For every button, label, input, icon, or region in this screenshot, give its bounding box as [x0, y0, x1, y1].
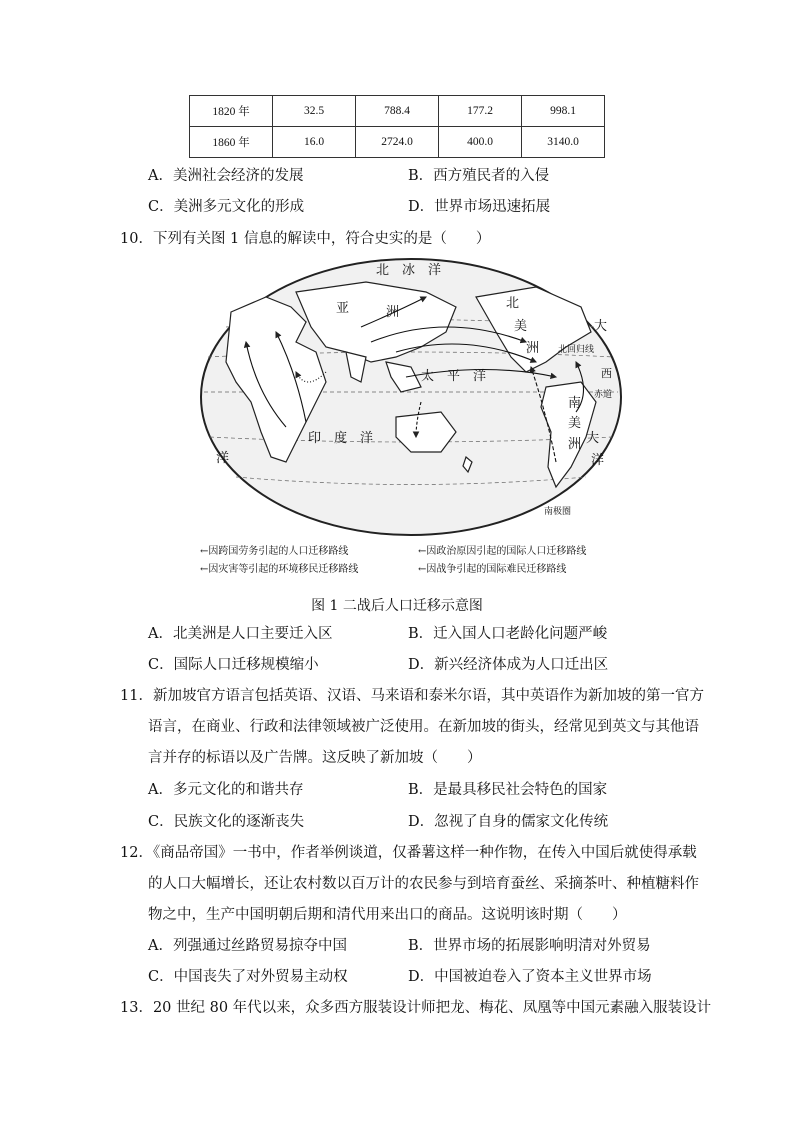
table-cell: 1820 年	[190, 96, 273, 127]
map-label: 赤道	[594, 390, 613, 400]
legend-item: ←因政治原因引起的国际人口迁移路线	[418, 546, 587, 557]
q12-option-b[interactable]: B．世界市场的拓展影响明清对外贸易	[408, 938, 651, 954]
map-label: 北 冰 洋	[376, 263, 442, 278]
map-label: 南极圈	[544, 507, 572, 517]
q10-stem: 10．下列有关图 1 信息的解读中，符合史实的是（ ）	[120, 231, 491, 247]
map-label: 印 度 洋	[308, 431, 374, 446]
world-migration-map	[196, 252, 626, 582]
table-cell: 16.0	[273, 127, 356, 158]
q11-stem-line: 言并存的标语以及广告牌。这反映了新加坡（ ）	[148, 750, 482, 766]
q10-option-d[interactable]: D．新兴经济体成为人口迁出区	[408, 657, 609, 673]
q12-stem-line: 12．《商品帝国》一书中，作者举例谈道，仅番薯这样一种作物，在传入中国后就使得承载	[120, 845, 697, 861]
map-label: 北	[506, 296, 520, 311]
figure-caption: 图 1 二战后人口迁移示意图	[311, 598, 483, 614]
q10-option-c[interactable]: C．国际人口迁移规模缩小	[148, 657, 319, 673]
map-label: 美	[514, 319, 528, 334]
map-legend	[200, 544, 586, 575]
map-label: 洋	[216, 451, 230, 466]
q11-stem-line: 11．新加坡官方语言包括英语、汉语、马来语和泰米尔语，其中英语作为新加坡的第一官方	[120, 688, 704, 704]
map-label: 亚	[336, 301, 350, 316]
table-cell: 3140.0	[522, 127, 605, 158]
q9-option-d[interactable]: D．世界市场迅速拓展	[408, 199, 551, 215]
q12-option-a[interactable]: A．列强通过丝路贸易掠夺中国	[148, 938, 347, 954]
map-label: 大	[586, 431, 600, 446]
q12-stem-line: 物之中，生产中国明朝后期和清代用来出口的商品。这说明该时期（ ）	[148, 907, 627, 923]
table-cell: 2724.0	[356, 127, 439, 158]
q9-option-a[interactable]: A．美洲社会经济的发展	[148, 168, 304, 184]
map-label: 美	[568, 416, 582, 431]
table-cell: 1860 年	[190, 127, 273, 158]
q12-stem-line: 的人口大幅增长，还让农村数以百万计的农民参与到培育蚕丝、采摘茶叶、种植糖料作	[148, 876, 699, 892]
map-label: 太 平 洋	[421, 369, 487, 384]
map-label: 洲	[568, 437, 582, 452]
q12-option-c[interactable]: C．中国丧失了对外贸易主动权	[148, 969, 348, 985]
map-label: 西	[601, 367, 612, 380]
q11-option-a[interactable]: A．多元文化的和谐共存	[148, 782, 304, 798]
q9-option-c[interactable]: C．美洲多元文化的形成	[148, 199, 305, 215]
map-label: 南	[568, 396, 582, 411]
map-label: 洲	[386, 305, 400, 320]
table-cell: 788.4	[356, 96, 439, 127]
q11-option-c[interactable]: C．民族文化的逐渐丧失	[148, 814, 305, 830]
q13-stem-line: 13．20 世纪 80 年代以来，众多西方服装设计师把龙、梅花、凤凰等中国元素融入服装设计	[120, 1000, 712, 1016]
map-label: 洋	[591, 453, 605, 468]
q11-stem-line: 语言，在商业、行政和法律领域被广泛使用。在新加坡的街头，经常见到英文与其他语	[148, 719, 699, 735]
q10-option-b[interactable]: B．迁入国人口老龄化问题严峻	[408, 626, 608, 642]
table-row	[190, 96, 605, 127]
table-cell: 177.2	[439, 96, 522, 127]
table-cell: 32.5	[273, 96, 356, 127]
table-cell: 400.0	[439, 127, 522, 158]
table-row	[190, 127, 605, 158]
q12-option-d[interactable]: D．中国被迫卷入了资本主义世界市场	[408, 969, 652, 985]
q11-option-b[interactable]: B．是最具移民社会特色的国家	[408, 782, 608, 798]
map-label: 北回归线	[558, 345, 595, 355]
map-label: 洲	[526, 341, 540, 356]
legend-item: ←因灾害等引起的环境移民迁移路线	[200, 564, 359, 575]
map-label: 大	[594, 319, 608, 334]
table-cell: 998.1	[522, 96, 605, 127]
map-figure	[196, 252, 626, 582]
data-table	[189, 95, 605, 158]
legend-item: ←因跨国劳务引起的人口迁移路线	[200, 546, 349, 557]
q9-option-b[interactable]: B．西方殖民者的入侵	[408, 168, 550, 184]
q10-option-a[interactable]: A．北美洲是人口主要迁入区	[148, 626, 333, 642]
q11-option-d[interactable]: D．忽视了自身的儒家文化传统	[408, 814, 609, 830]
legend-item: ←因战争引起的国际难民迁移路线	[418, 564, 567, 575]
